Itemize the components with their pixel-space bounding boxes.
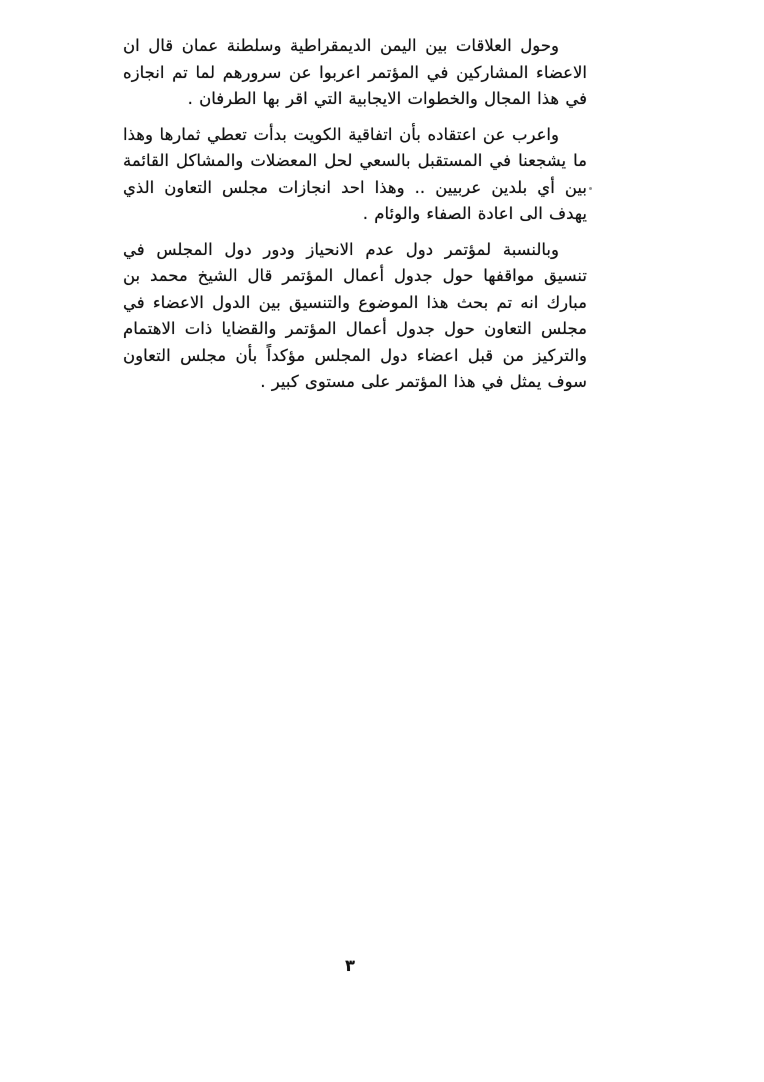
paragraph-kuwait-agreement: واعرب عن اعتقاده بأن اتفاقية الكويت بدأت تعطي ثمارها وهذا ما يشجعنا في المستقبل بالسعي لحل المعضلات والمشاكل القائمة بين أي بلدين عربيين .. وهذا احد انجازات مجلس التعاون الذي يهدف الى اعادة الصفاء والوئام . xyxy=(123,124,587,223)
scan-artifact-speck xyxy=(589,187,592,190)
paragraph-nonaligned-conference: وبالنسبة لمؤتمر دول عدم الانحياز ودور دول المجلس في تنسيق مواقفها حول جدول أعمال المؤتمر قال الشيخ محمد بن مبارك انه تم بحث هذا الموضوع والتنسيق بين الدول الاعضاء في مجلس التعاون حول جدول أعمال المؤتمر والقضايا ذات الاهتمام والتركيز من قبل اعضاء دول المجلس مؤكداً بأن مجلس التعاون سوف يمثل في هذا المؤتمر على مستوى كبير . xyxy=(123,239,587,391)
document-text-block xyxy=(123,33,587,405)
paragraph-relations-yemen-oman: وحول العلاقات بين اليمن الديمقراطية وسلطنة عمان قال ان الاعضاء المشاركين في المؤتمر اعربوا عن سرورهم لما تم انجازه في هذا المجال والخطوات الايجابية التي اقر بها الطرفان . xyxy=(123,36,587,108)
page-number: ٣ xyxy=(345,956,355,975)
